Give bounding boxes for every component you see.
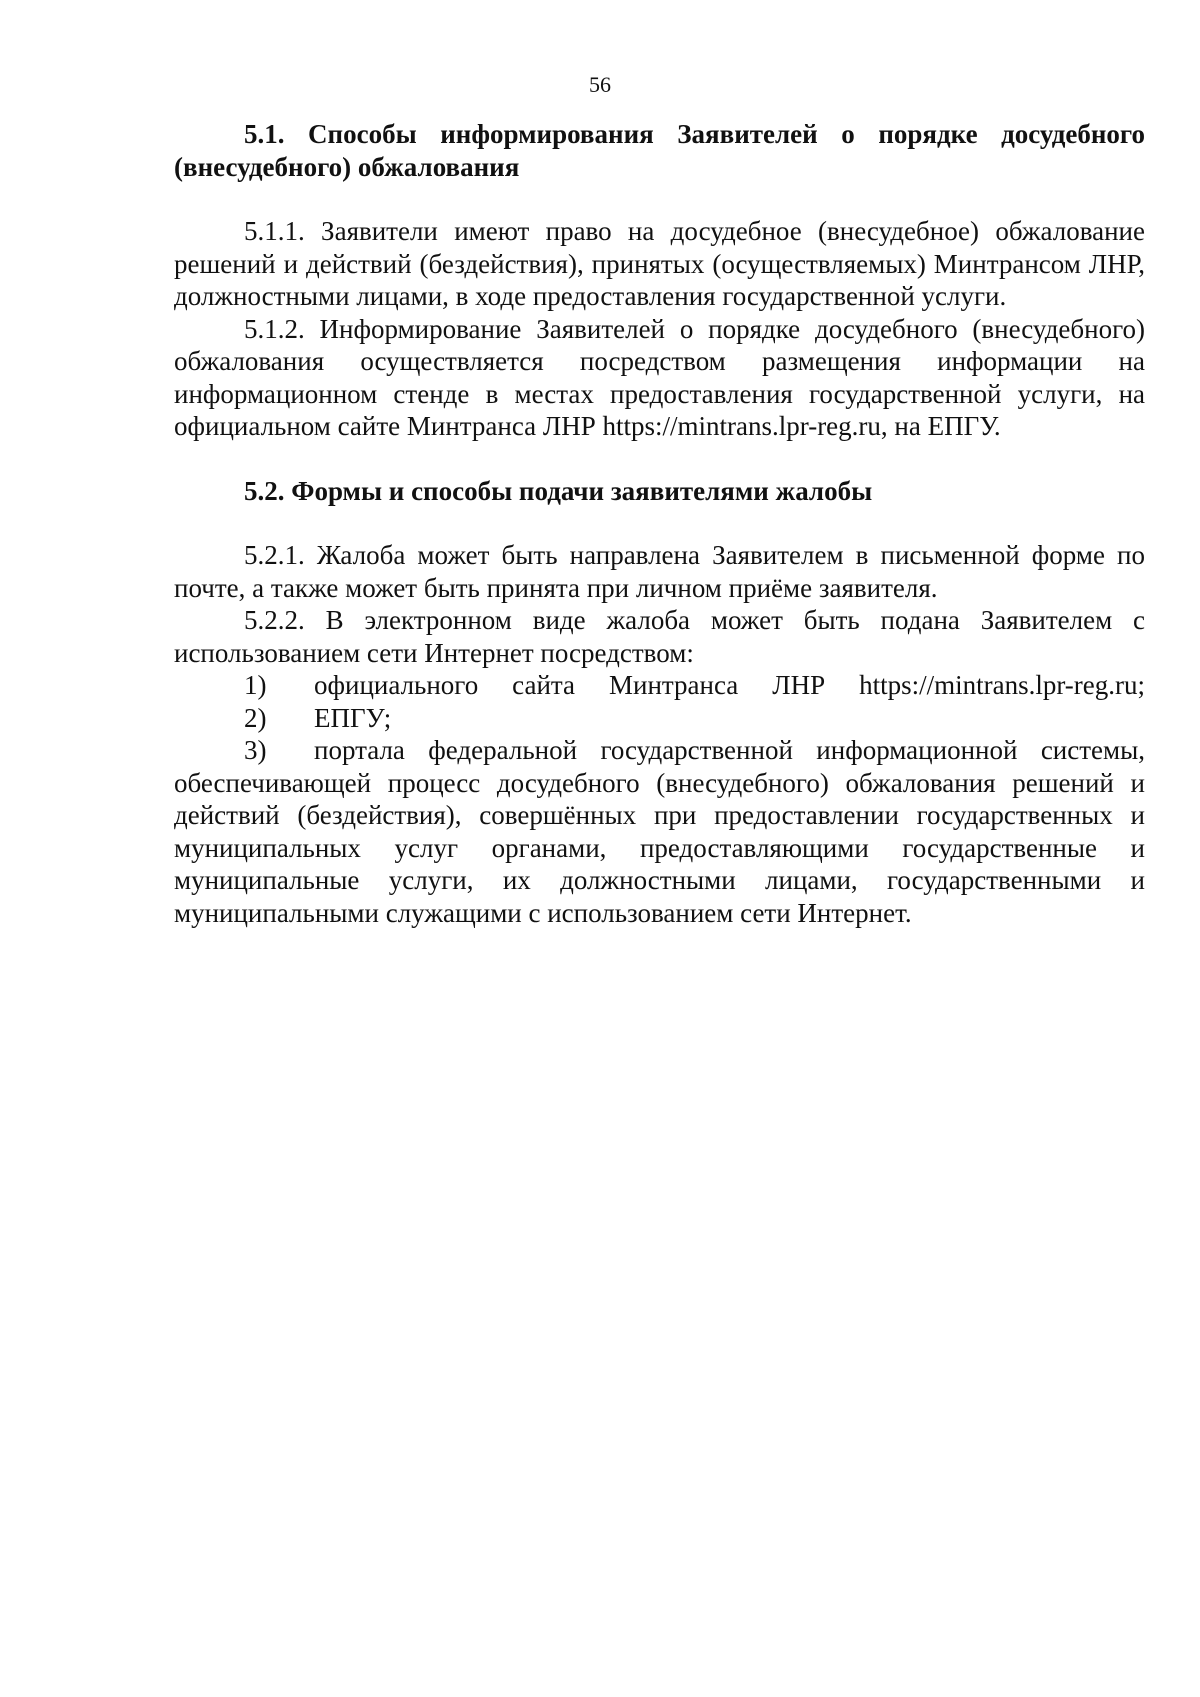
spacer (174, 183, 1145, 215)
paragraph-5-2-1: 5.2.1. Жалоба может быть направлена Заявителем в письменной форме по почте, а также может быть принята при личном приёме заявителя. (174, 540, 1145, 603)
list-item-2 (174, 702, 1145, 735)
list-item-number: 1) (244, 670, 267, 700)
list-item-number: 3) (244, 735, 267, 765)
section-heading-5-1: 5.1. Способы информирования Заявителей о порядке досудебного (внесудебного) обжалования (174, 119, 1145, 182)
page-number: 56 (589, 72, 611, 97)
section-heading-5-2: 5.2. Формы и способы подачи заявителями жалобы (244, 475, 873, 506)
list-item-text: официального сайта Минтранса ЛНР https://mintrans.lpr-reg.ru; (314, 670, 1145, 700)
list-item-3 (174, 734, 1145, 929)
spacer (174, 443, 1145, 475)
list-item-number: 2) (244, 702, 267, 733)
list-item-text: портала федеральной государственной информационной системы, обеспечивающей процесс досудебного (внесудебного) обжалования решений и действий (бездействия), совершённых при предоставлении государственных и муниципальных услуг органами, предоставляющими государственные и муниципальные услуги, их должностными лицами, государственными и муниципальными служащими с использованием сети Интернет. (174, 735, 1145, 928)
paragraph-5-1-2: 5.1.2. Информирование Заявителей о порядке досудебного (внесудебного) обжалования осуществляется посредством размещения информации на информационном стенде в местах предоставления государственной услуги, на официальном сайте Минтранса ЛНР https://mintrans.lpr-reg.ru, на ЕПГУ. (174, 313, 1145, 441)
spacer (174, 507, 1145, 539)
paragraph-5-1-1: 5.1.1. Заявители имеют право на досудебное (внесудебное) обжалование решений и действий (бездействия), принятых (осуществляемых) Минтрансом ЛНР, должностными лицами, в ходе предоставления государственной услуги. (174, 216, 1145, 311)
document-body (174, 118, 1145, 929)
list-item-text: ЕПГУ; (314, 702, 392, 733)
paragraph-5-2-2: 5.2.2. В электронном виде жалоба может быть подана Заявителем с использованием сети Интернет посредством: (174, 605, 1145, 668)
list-item-1 (174, 669, 1145, 702)
